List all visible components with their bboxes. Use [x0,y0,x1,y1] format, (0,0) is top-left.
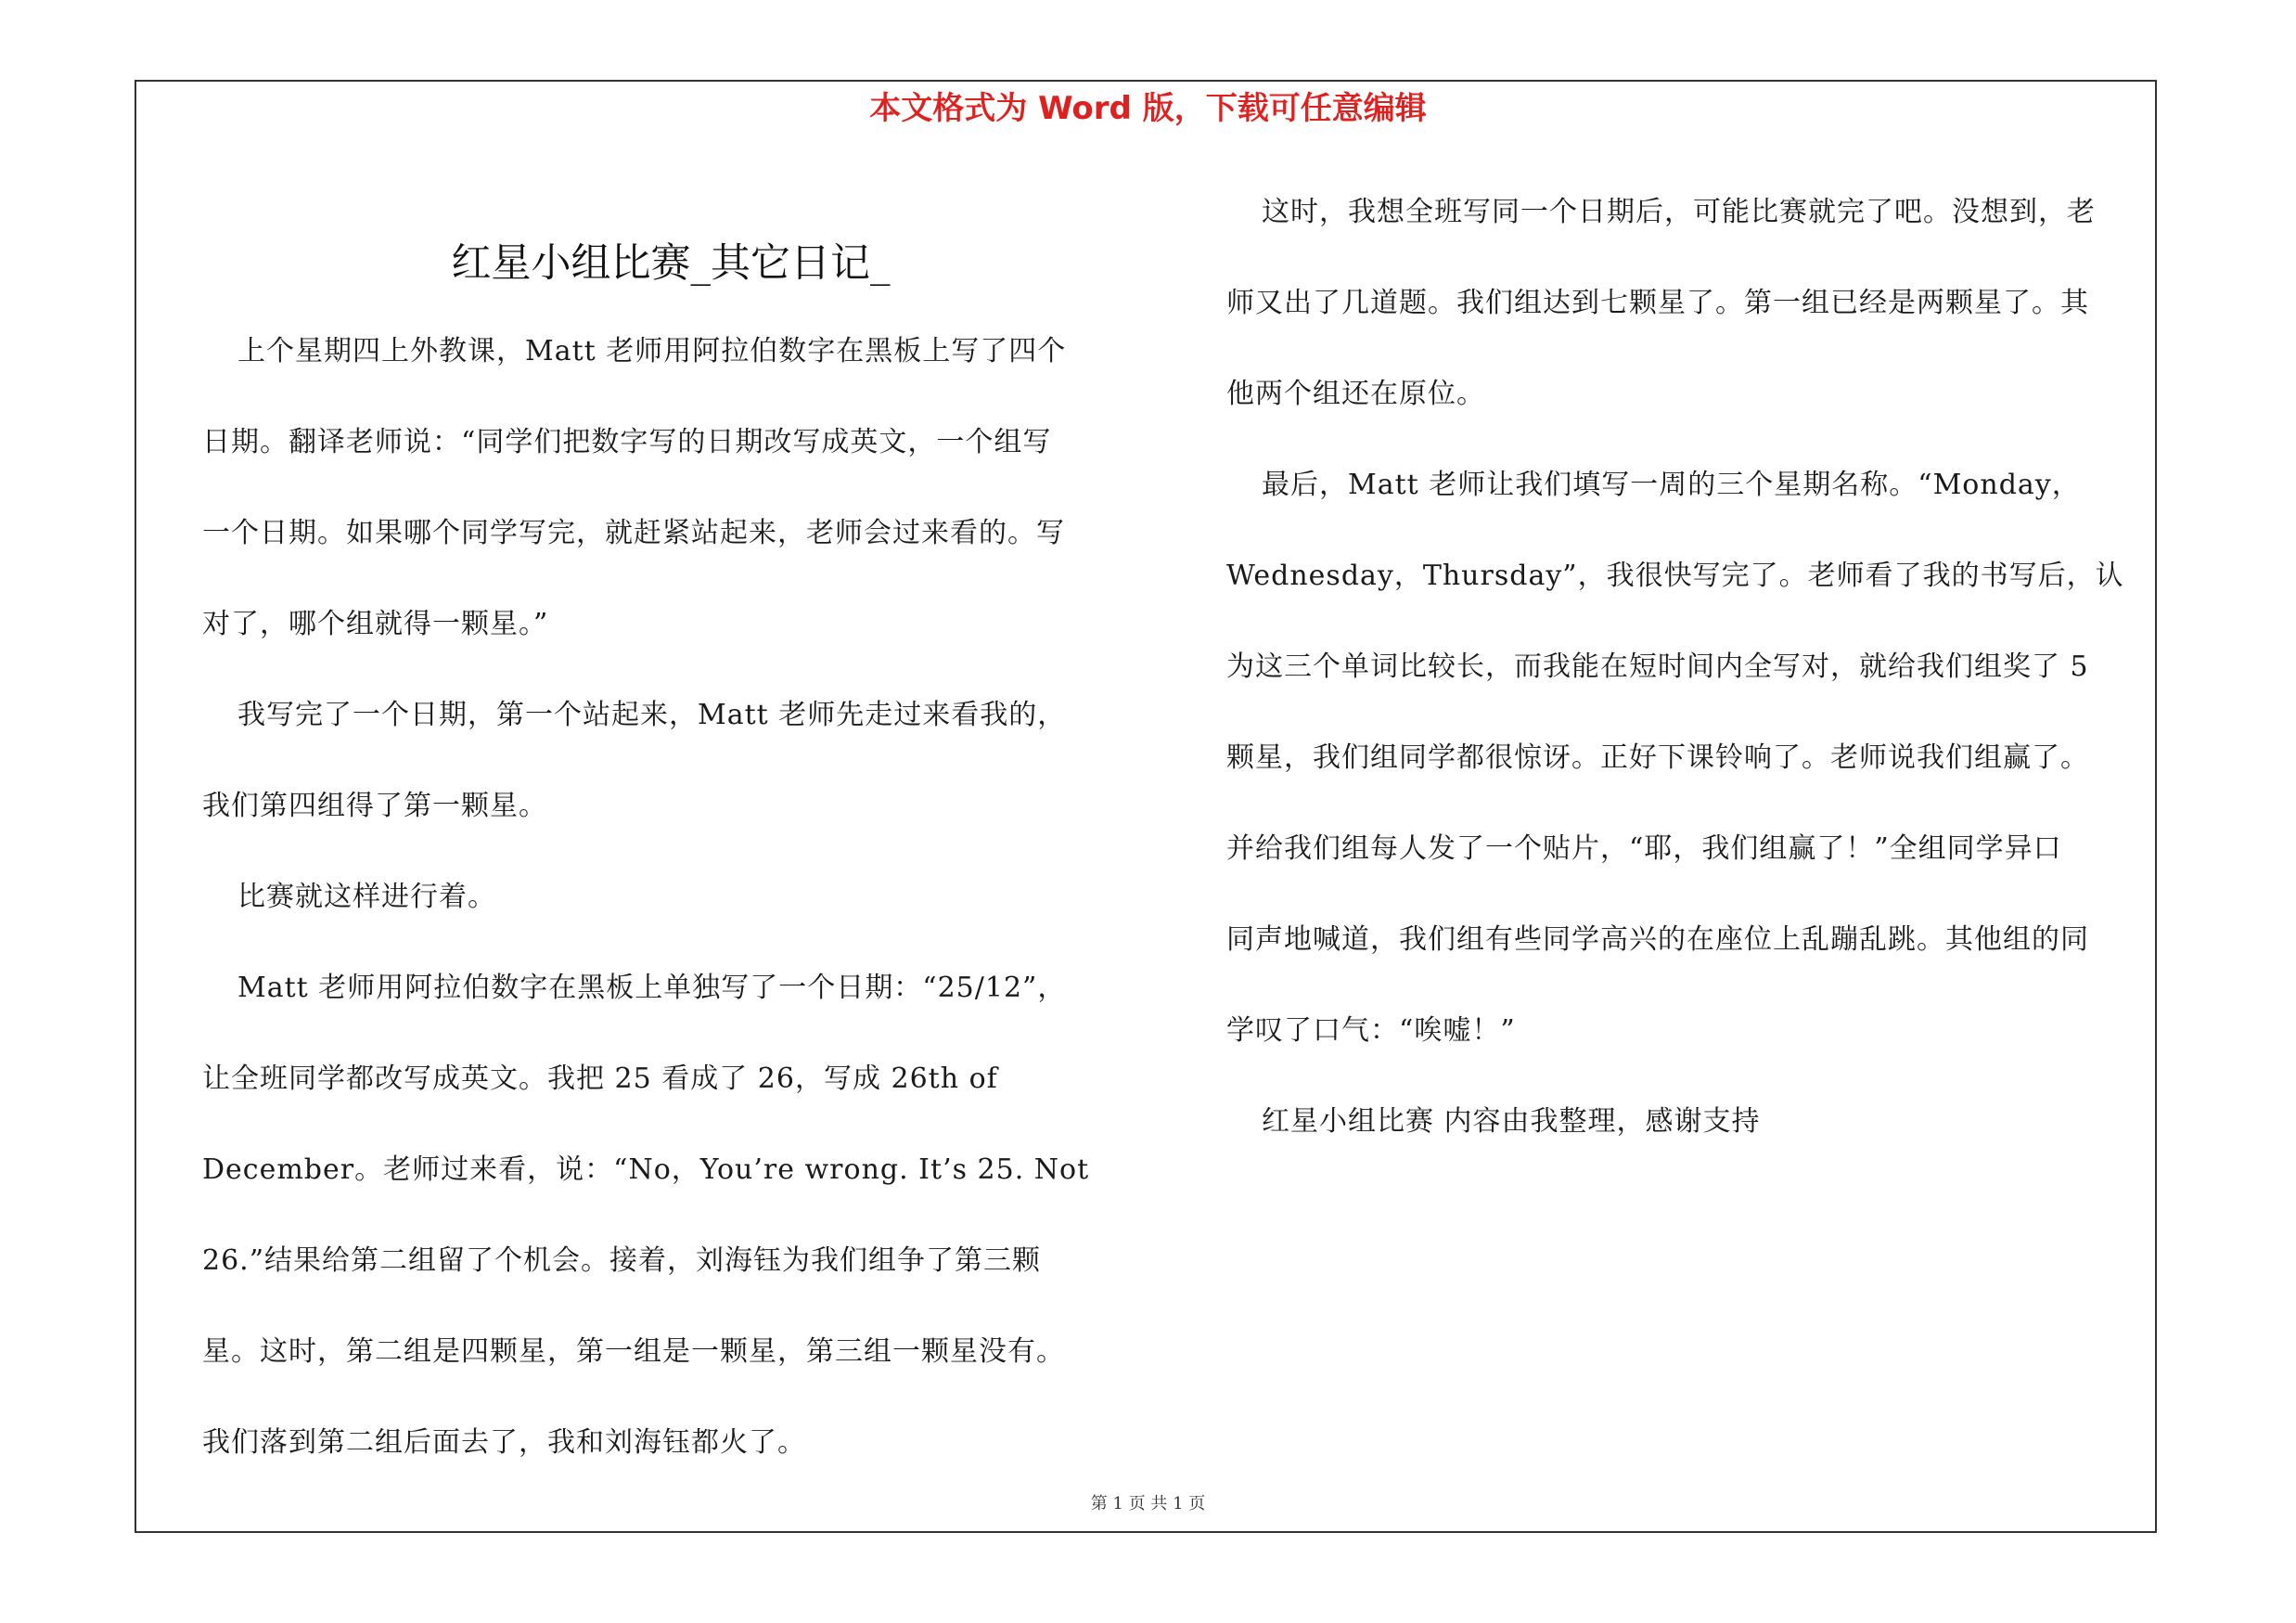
text-line: 最后，Matt 老师让我们填写一周的三个星期名称。“Monday， [1262,469,2081,501]
text-line: 我们落到第二组后面去了，我和刘海钰都火了。 [202,1426,806,1459]
text-line: Matt 老师用阿拉伯数字在黑板上单独写了一个日期：“25/12”， [237,972,1067,1004]
text-line: 我写完了一个日期，第一个站起来，Matt 老师先走过来看我的， [237,699,1067,731]
right-paragraph-3 [1226,1076,2173,1167]
document-title: 红星小组比赛_其它日记_ [451,239,891,287]
text-line: 星。这时，第二组是四颗星，第一组是一颗星，第三组一颗星没有。 [202,1335,1065,1368]
text-line: 上个星期四上外教课，Matt 老师用阿拉伯数字在黑板上写了四个 [237,335,1067,367]
text-line: 让全班同学都改写成英文。我把 25 看成了 26，写成 26th of [202,1063,998,1095]
text-line: December。老师过来看，说：“No，You’re wrong. It’s 25. Not [202,1153,1090,1186]
text-line: 一个日期。如果哪个同学写完，就赶紧站起来，老师会过来看的。写 [202,517,1065,549]
text-line: 学叹了口气：“唉嘘！” [1226,1014,1516,1047]
left-paragraph-1 [202,306,1139,670]
text-line: 对了，哪个组就得一颗星。” [202,608,549,640]
text-line: 红星小组比赛 内容由我整理，感谢支持 [1262,1105,1761,1138]
left-paragraph-3 [202,852,1139,943]
text-line: 并给我们组每人发了一个贴片，“耶，我们组赢了！”全组同学异口 [1226,832,2062,865]
text-line: 同声地喊道，我们组有些同学高兴的在座位上乱蹦乱跳。其他组的同 [1226,923,2089,956]
page-number-footer: 第 1 页 共 1 页 [1090,1494,1206,1514]
text-line: 师又出了几道题。我们组达到七颗星了。第一组已经是两颗星了。其 [1226,287,2089,319]
text-line: 比赛就这样进行着。 [237,881,496,913]
left-paragraph-4 [202,943,1139,1488]
text-line: 日期。翻译老师说：“同学们把数字写的日期改写成英文，一个组写 [202,426,1052,458]
text-line: Wednesday，Thursday”，我很快写完了。老师看了我的书写后，认 [1226,560,2124,592]
text-line: 为这三个单词比较长，而我能在短时间内全写对，就给我们组奖了 5 [1226,650,2089,683]
text-line: 这时，我想全班写同一个日期后，可能比赛就完了吧。没想到，老 [1262,196,2096,228]
right-paragraph-2 [1226,440,2173,1076]
text-line: 颗星，我们组同学都很惊讶。正好下课铃响了。老师说我们组赢了。 [1226,741,2089,774]
text-line: 我们第四组得了第一颗星。 [202,790,547,822]
format-banner: 本文格式为 Word 版，下载可任意编辑 [869,90,1427,127]
text-line: 他两个组还在原位。 [1226,378,1485,410]
text-line: 26.”结果给第二组留了个机会。接着，刘海钰为我们组争了第三颗 [202,1244,1042,1277]
right-paragraph-1 [1226,167,2173,440]
left-paragraph-2 [202,670,1139,852]
